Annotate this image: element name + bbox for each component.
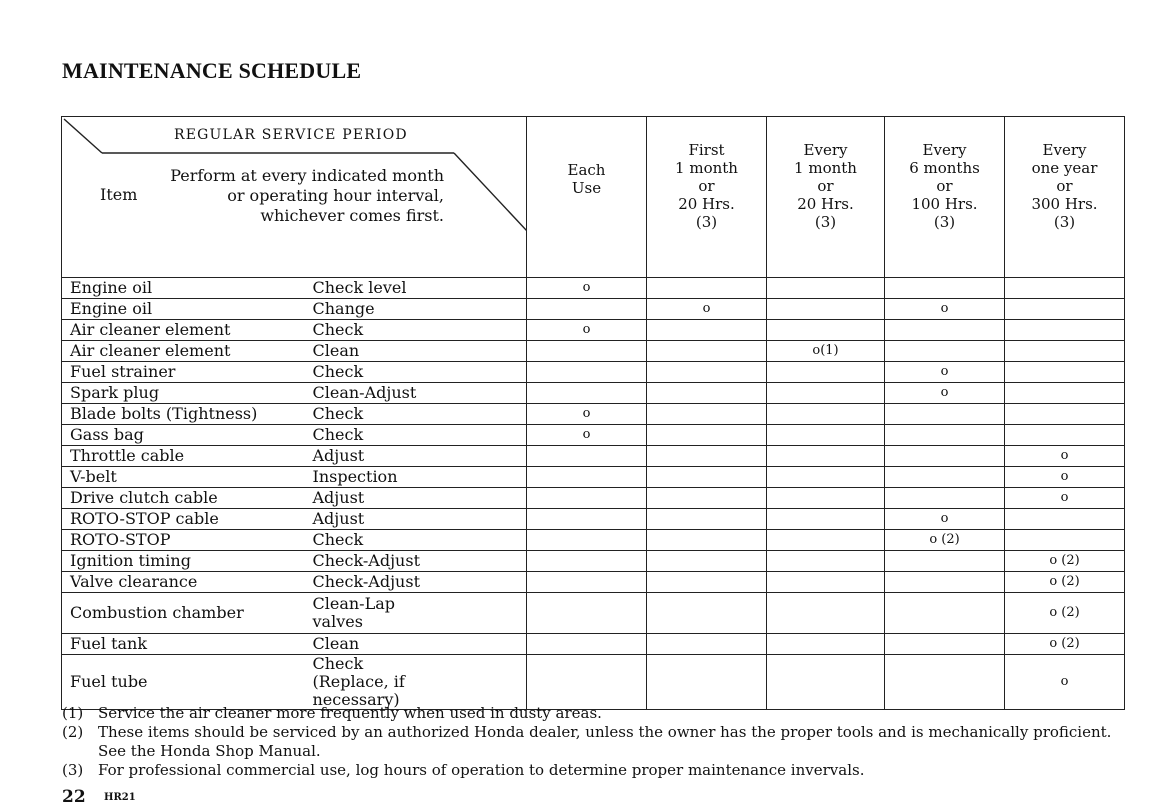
interval-cell bbox=[527, 341, 647, 362]
action-cell: Check level bbox=[313, 278, 527, 299]
interval-cell bbox=[527, 446, 647, 467]
interval-cell bbox=[1005, 404, 1125, 425]
interval-cell bbox=[767, 509, 885, 530]
item-cell: Engine oil bbox=[62, 278, 313, 299]
interval-cell bbox=[527, 383, 647, 404]
interval-cell bbox=[647, 572, 767, 593]
schedule-mark: o bbox=[582, 406, 591, 421]
table-row bbox=[62, 530, 1125, 551]
interval-cell bbox=[527, 278, 647, 299]
footnote-number: (3) bbox=[62, 761, 84, 779]
footnote-text: These items should be serviced by an authorized Honda dealer, unless the owner has the proper tools and is mechanically proficient. See the Honda Shop Manual. bbox=[98, 723, 1112, 760]
footnotes bbox=[62, 704, 1142, 780]
schedule-mark: o bbox=[940, 301, 949, 316]
page-number: 22 bbox=[62, 787, 86, 807]
interval-cell bbox=[647, 404, 767, 425]
col-header-line: or bbox=[1056, 177, 1073, 195]
interval-cell bbox=[647, 278, 767, 299]
interval-cell bbox=[1005, 320, 1125, 341]
schedule-mark: o bbox=[582, 427, 591, 442]
table-row bbox=[62, 383, 1125, 404]
action-cell: Check bbox=[313, 530, 527, 551]
interval-cell bbox=[647, 383, 767, 404]
footnote bbox=[62, 761, 1142, 780]
interval-cell bbox=[885, 488, 1005, 509]
item-cell: V-belt bbox=[62, 467, 313, 488]
table-row bbox=[62, 299, 1125, 320]
schedule-mark: o bbox=[582, 322, 591, 337]
col-header-line: 300 Hrs. bbox=[1031, 195, 1098, 213]
interval-cell bbox=[767, 488, 885, 509]
schedule-mark: o (2) bbox=[1049, 574, 1080, 589]
footnote-text: For professional commercial use, log hours of operation to determine proper maintenance invervals. bbox=[98, 761, 865, 779]
interval-cell bbox=[767, 551, 885, 572]
interval-cell bbox=[1005, 551, 1125, 572]
interval-cell bbox=[1005, 488, 1125, 509]
action-cell: Adjust bbox=[313, 446, 527, 467]
interval-cell bbox=[527, 425, 647, 446]
interval-cell bbox=[527, 551, 647, 572]
table-row bbox=[62, 404, 1125, 425]
interval-cell bbox=[767, 446, 885, 467]
item-cell: Valve clearance bbox=[62, 572, 313, 593]
col-header-line: (3) bbox=[933, 213, 956, 231]
interval-cell bbox=[767, 655, 885, 710]
interval-cell bbox=[1005, 530, 1125, 551]
item-cell: Fuel tank bbox=[62, 634, 313, 655]
interval-cell bbox=[647, 634, 767, 655]
interval-cell bbox=[885, 509, 1005, 530]
interval-cell bbox=[527, 488, 647, 509]
interval-cell bbox=[1005, 655, 1125, 710]
action-cell: Check-Adjust bbox=[313, 572, 527, 593]
interval-cell bbox=[527, 509, 647, 530]
action-cell: Change bbox=[313, 299, 527, 320]
perform-line-2: or operating hour interval, bbox=[227, 186, 444, 205]
interval-cell bbox=[527, 530, 647, 551]
interval-cell bbox=[885, 593, 1005, 634]
action-cell: Check bbox=[313, 320, 527, 341]
table-row bbox=[62, 488, 1125, 509]
item-column-label: Item bbox=[100, 185, 138, 204]
interval-cell bbox=[885, 446, 1005, 467]
interval-cell bbox=[1005, 383, 1125, 404]
interval-cell bbox=[885, 404, 1005, 425]
regular-service-period-label: REGULAR SERVICE PERIOD bbox=[174, 127, 408, 143]
table-row bbox=[62, 446, 1125, 467]
interval-cell bbox=[767, 425, 885, 446]
table-row bbox=[62, 362, 1125, 383]
col-header-line: or bbox=[698, 177, 715, 195]
col-header-line: Every bbox=[803, 141, 848, 159]
interval-cell bbox=[767, 278, 885, 299]
table-row bbox=[62, 593, 1125, 634]
interval-cell bbox=[647, 530, 767, 551]
interval-cell bbox=[885, 425, 1005, 446]
interval-cell bbox=[647, 320, 767, 341]
col-header-line: 20 Hrs. bbox=[678, 195, 735, 213]
table-row bbox=[62, 509, 1125, 530]
interval-cell bbox=[527, 634, 647, 655]
interval-cell bbox=[885, 341, 1005, 362]
item-cell: Combustion chamber bbox=[62, 593, 313, 634]
interval-cell bbox=[647, 425, 767, 446]
interval-cell bbox=[647, 341, 767, 362]
action-cell: Check-Adjust bbox=[313, 551, 527, 572]
interval-cell bbox=[767, 467, 885, 488]
interval-cell bbox=[767, 383, 885, 404]
action-cell: Check bbox=[313, 425, 527, 446]
interval-cell bbox=[885, 299, 1005, 320]
interval-cell bbox=[885, 655, 1005, 710]
item-cell: Blade bolts (Tightness) bbox=[62, 404, 313, 425]
col-header-line: First bbox=[688, 141, 725, 159]
item-cell: Throttle cable bbox=[62, 446, 313, 467]
footnote-number: (1) bbox=[62, 704, 84, 722]
action-cell: Check bbox=[313, 362, 527, 383]
schedule-mark: o (2) bbox=[929, 532, 960, 547]
col-header-line: 1 month bbox=[675, 159, 738, 177]
item-cell: Air cleaner element bbox=[62, 341, 313, 362]
interval-cell bbox=[1005, 299, 1125, 320]
action-cell: Clean bbox=[313, 341, 527, 362]
schedule-mark: o bbox=[1060, 674, 1069, 689]
schedule-mark: o bbox=[940, 511, 949, 526]
interval-cell bbox=[767, 362, 885, 383]
table-row bbox=[62, 634, 1125, 655]
col-header-line: 6 months bbox=[909, 159, 980, 177]
interval-cell bbox=[647, 509, 767, 530]
schedule-mark: o (2) bbox=[1049, 605, 1080, 620]
table-row bbox=[62, 320, 1125, 341]
interval-cell bbox=[1005, 446, 1125, 467]
interval-cell bbox=[647, 446, 767, 467]
table-row bbox=[62, 341, 1125, 362]
schedule-mark: o bbox=[940, 385, 949, 400]
interval-cell bbox=[1005, 572, 1125, 593]
table-row bbox=[62, 655, 1125, 710]
table-row bbox=[62, 467, 1125, 488]
interval-cell bbox=[885, 572, 1005, 593]
interval-cell bbox=[527, 572, 647, 593]
interval-cell bbox=[767, 299, 885, 320]
table-header-row bbox=[62, 117, 1125, 278]
item-cell: Ignition timing bbox=[62, 551, 313, 572]
interval-cell bbox=[1005, 467, 1125, 488]
column-header-one-year bbox=[1005, 117, 1125, 278]
interval-cell bbox=[885, 278, 1005, 299]
col-header-line: 1 month bbox=[794, 159, 857, 177]
interval-cell bbox=[527, 655, 647, 710]
maintenance-schedule-table bbox=[61, 116, 1125, 710]
interval-cell bbox=[1005, 278, 1125, 299]
interval-cell bbox=[647, 593, 767, 634]
interval-cell bbox=[647, 655, 767, 710]
interval-cell bbox=[647, 488, 767, 509]
perform-interval-label bbox=[114, 166, 444, 226]
item-cell: Fuel tube bbox=[62, 655, 313, 710]
interval-cell bbox=[527, 362, 647, 383]
schedule-mark: o bbox=[1060, 448, 1069, 463]
table-row bbox=[62, 572, 1125, 593]
interval-cell bbox=[1005, 341, 1125, 362]
col-header-line: Use bbox=[571, 179, 602, 197]
col-header-line: (3) bbox=[1053, 213, 1076, 231]
item-cell: ROTO-STOP bbox=[62, 530, 313, 551]
page-code: HR21 bbox=[104, 792, 136, 803]
col-header-line: or bbox=[936, 177, 953, 195]
interval-cell bbox=[767, 341, 885, 362]
interval-cell bbox=[767, 404, 885, 425]
column-header-six-months bbox=[885, 117, 1005, 278]
service-period-header-cell bbox=[62, 117, 527, 278]
schedule-mark: o bbox=[582, 280, 591, 295]
interval-cell bbox=[527, 467, 647, 488]
interval-cell bbox=[885, 530, 1005, 551]
interval-cell bbox=[767, 320, 885, 341]
schedule-mark: o (2) bbox=[1049, 553, 1080, 568]
item-cell: Engine oil bbox=[62, 299, 313, 320]
perform-line-3: whichever comes first. bbox=[260, 206, 444, 225]
footnote-text: Service the air cleaner more frequently when used in dusty areas. bbox=[98, 704, 602, 722]
item-cell: Air cleaner element bbox=[62, 320, 313, 341]
interval-cell bbox=[527, 404, 647, 425]
interval-cell bbox=[527, 320, 647, 341]
action-cell: Check bbox=[313, 404, 527, 425]
schedule-mark: o bbox=[1060, 490, 1069, 505]
footnote bbox=[62, 723, 1142, 761]
interval-cell bbox=[885, 634, 1005, 655]
column-header-every-month bbox=[767, 117, 885, 278]
column-header-each-use bbox=[527, 117, 647, 278]
action-cell: Clean bbox=[313, 634, 527, 655]
schedule-body bbox=[62, 278, 1125, 710]
interval-cell bbox=[647, 551, 767, 572]
table-row bbox=[62, 551, 1125, 572]
interval-cell bbox=[885, 551, 1005, 572]
interval-cell bbox=[1005, 634, 1125, 655]
action-cell: Inspection bbox=[313, 467, 527, 488]
action-cell: Check (Replace, if necessary) bbox=[313, 655, 527, 710]
footnote bbox=[62, 704, 1142, 723]
col-header-line: (3) bbox=[814, 213, 837, 231]
interval-cell bbox=[1005, 362, 1125, 383]
interval-cell bbox=[527, 299, 647, 320]
col-header-line: (3) bbox=[695, 213, 718, 231]
interval-cell bbox=[767, 572, 885, 593]
interval-cell bbox=[885, 320, 1005, 341]
schedule-mark: o(1) bbox=[812, 343, 839, 358]
item-cell: Spark plug bbox=[62, 383, 313, 404]
interval-cell bbox=[767, 593, 885, 634]
interval-cell bbox=[767, 634, 885, 655]
schedule-mark: o bbox=[940, 364, 949, 379]
interval-cell bbox=[767, 530, 885, 551]
interval-cell bbox=[647, 299, 767, 320]
interval-cell bbox=[1005, 509, 1125, 530]
item-cell: ROTO-STOP cable bbox=[62, 509, 313, 530]
interval-cell bbox=[885, 362, 1005, 383]
table-row bbox=[62, 425, 1125, 446]
item-cell: Gass bag bbox=[62, 425, 313, 446]
action-cell: Adjust bbox=[313, 509, 527, 530]
table-row bbox=[62, 278, 1125, 299]
col-header-line: 100 Hrs. bbox=[911, 195, 978, 213]
interval-cell bbox=[647, 467, 767, 488]
col-header-line: one year bbox=[1031, 159, 1098, 177]
schedule-mark: o bbox=[702, 301, 711, 316]
col-header-line: 20 Hrs. bbox=[797, 195, 854, 213]
interval-cell bbox=[885, 467, 1005, 488]
interval-cell bbox=[1005, 593, 1125, 634]
schedule-mark: o (2) bbox=[1049, 636, 1080, 651]
col-header-line: or bbox=[817, 177, 834, 195]
interval-cell bbox=[527, 593, 647, 634]
action-cell: Adjust bbox=[313, 488, 527, 509]
action-cell: Clean-Adjust bbox=[313, 383, 527, 404]
schedule-mark: o bbox=[1060, 469, 1069, 484]
col-header-line: Each bbox=[567, 161, 606, 179]
col-header-line: Every bbox=[1042, 141, 1087, 159]
item-cell: Drive clutch cable bbox=[62, 488, 313, 509]
footnote-number: (2) bbox=[62, 723, 84, 741]
perform-line-1: Perform at every indicated month bbox=[170, 166, 444, 185]
action-cell: Clean-Lap valves bbox=[313, 593, 527, 634]
page-title: MAINTENANCE SCHEDULE bbox=[62, 58, 362, 83]
item-cell: Fuel strainer bbox=[62, 362, 313, 383]
interval-cell bbox=[885, 383, 1005, 404]
col-header-line: Every bbox=[922, 141, 967, 159]
interval-cell bbox=[1005, 425, 1125, 446]
interval-cell bbox=[647, 362, 767, 383]
column-header-first-month bbox=[647, 117, 767, 278]
